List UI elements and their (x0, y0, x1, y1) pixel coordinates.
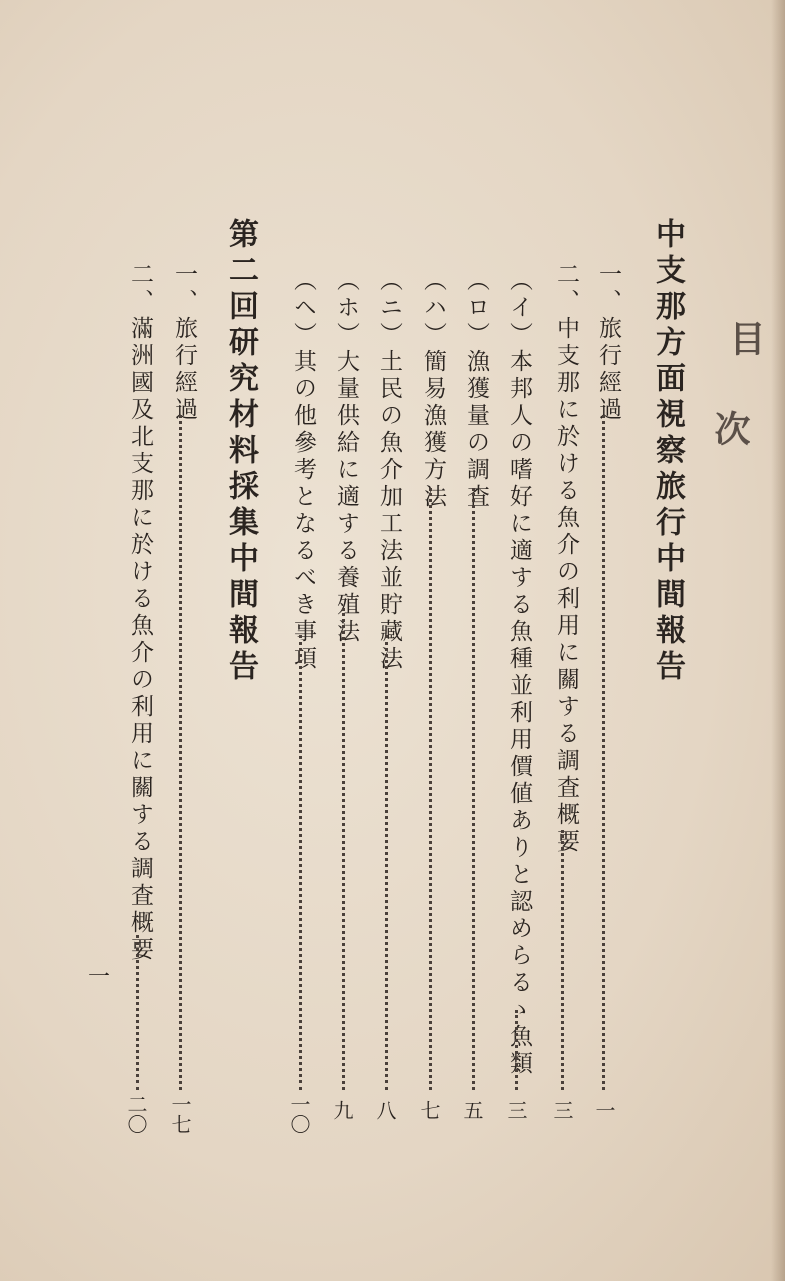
part1-entry-2: 二、中支那に於ける魚介の利用に關する調査概要 (553, 262, 579, 856)
part1-entry-3: （イ）本邦人の嗜好に適する魚種並利用價値ありと認めらるゝ魚類 (506, 268, 532, 1078)
part1-entry-6-page: 八 (373, 1100, 397, 1120)
part1-entry-8-leader (299, 635, 302, 1090)
part1-entry-3-page: 三 (504, 1100, 528, 1120)
part2-title: 第二回研究材料採集中間報告 (223, 218, 258, 686)
part1-entry-5-page: 七 (417, 1100, 441, 1120)
part1-entry-4: （ロ）漁獲量の調査 (463, 268, 489, 511)
part1-entry-3-leader (515, 1010, 518, 1090)
part1-entry-6: （ニ）土民の魚介加工法並貯藏法 (376, 268, 402, 673)
part1-entry-1-page: 一 (592, 1100, 616, 1120)
part1-entry-1-leader (602, 415, 605, 1090)
part2-entry-2-leader (136, 935, 139, 1090)
part1-entry-8: （ヘ）其の他參考となるべき事項 (290, 268, 316, 673)
part2-entry-1-page: 一七 (168, 1094, 192, 1134)
part2-entry-2-page: 二〇 (124, 1094, 148, 1134)
part1-entry-2-leader (561, 830, 564, 1090)
part1-entry-7-leader (342, 608, 345, 1090)
part1-entry-2-page: 三 (550, 1100, 574, 1120)
toc-heading-char2: 次 (709, 410, 751, 446)
part1-entry-7: （ホ）大量供給に適する養殖法 (333, 268, 359, 646)
part1-entry-5: （ハ）簡易漁獲方法 (420, 268, 446, 511)
part1-entry-8-page: 一〇 (287, 1094, 311, 1134)
toc-heading-char1: 目 (724, 320, 766, 356)
part1-entry-1: 一、旅行經過 (595, 262, 621, 424)
page-folio: 一 (88, 965, 111, 990)
part2-entry-2: 二、滿洲國及北支那に於ける魚介の利用に關する調査概要 (127, 262, 153, 964)
part2-entry-1-leader (179, 415, 182, 1090)
part1-entry-7-page: 九 (330, 1100, 354, 1120)
part1-entry-4-leader (472, 488, 475, 1090)
part1-title: 中支那方面視察旅行中間報告 (650, 218, 685, 686)
part2-entry-1: 一、旅行經過 (171, 262, 197, 424)
part1-entry-5-leader (429, 488, 432, 1090)
part1-entry-4-page: 五 (460, 1100, 484, 1120)
part1-entry-6-leader (385, 635, 388, 1090)
